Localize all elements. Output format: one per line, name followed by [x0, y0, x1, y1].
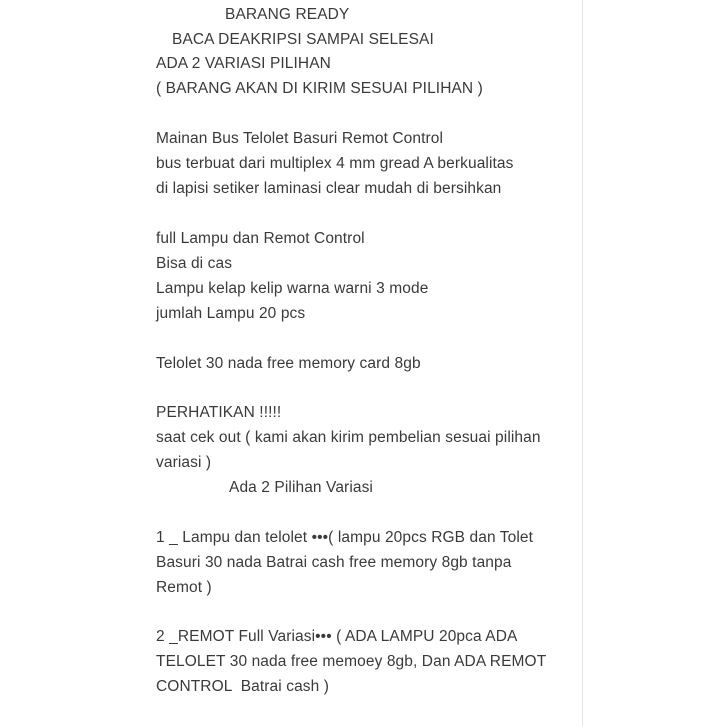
description-line: Basuri 30 nada Batrai cash free memory 8gb tanpa — [156, 554, 512, 571]
description-line: ( BARANG AKAN DI KIRIM SESUAI PILIHAN ) — [156, 80, 483, 97]
description-line: 2 _REMOT Full Variasi••• ( ADA LAMPU 20pca ADA — [156, 628, 518, 645]
description-line: Remot ) — [156, 579, 212, 596]
description-line: bus terbuat dari multiplex 4 mm gread A berkualitas — [156, 155, 514, 172]
description-line: di lapisi setiker laminasi clear mudah di bersihkan — [156, 180, 502, 197]
description-line: variasi ) — [156, 454, 212, 471]
description-line: BARANG READY — [225, 6, 350, 23]
right-divider — [582, 0, 583, 726]
description-line: BACA DEAKRIPSI SAMPAI SELESAI — [172, 31, 434, 48]
description-line: Telolet 30 nada free memory card 8gb — [156, 355, 421, 372]
description-line: TELOLET 30 nada free memoey 8gb, Dan ADA REMOT — [156, 653, 547, 670]
description-line: Bisa di cas — [156, 255, 233, 272]
description-line: ADA 2 VARIASI PILIHAN — [156, 55, 331, 72]
description-line: Ada 2 Pilihan Variasi — [229, 479, 373, 496]
description-line: saat cek out ( kami akan kirim pembelian sesuai pilihan — [156, 429, 541, 446]
description-line: 1 _ Lampu dan telolet •••( lampu 20pcs RGB dan Tolet — [156, 529, 534, 546]
description-line: full Lampu dan Remot Control — [156, 230, 365, 247]
description-line: jumlah Lampu 20 pcs — [156, 305, 306, 322]
description-line: Lampu kelap kelip warna warni 3 mode — [156, 280, 429, 297]
description-line: Mainan Bus Telolet Basuri Remot Control — [156, 130, 444, 147]
description-line: PERHATIKAN !!!!! — [156, 404, 282, 421]
description-line: CONTROL Batrai cash ) — [156, 678, 330, 695]
